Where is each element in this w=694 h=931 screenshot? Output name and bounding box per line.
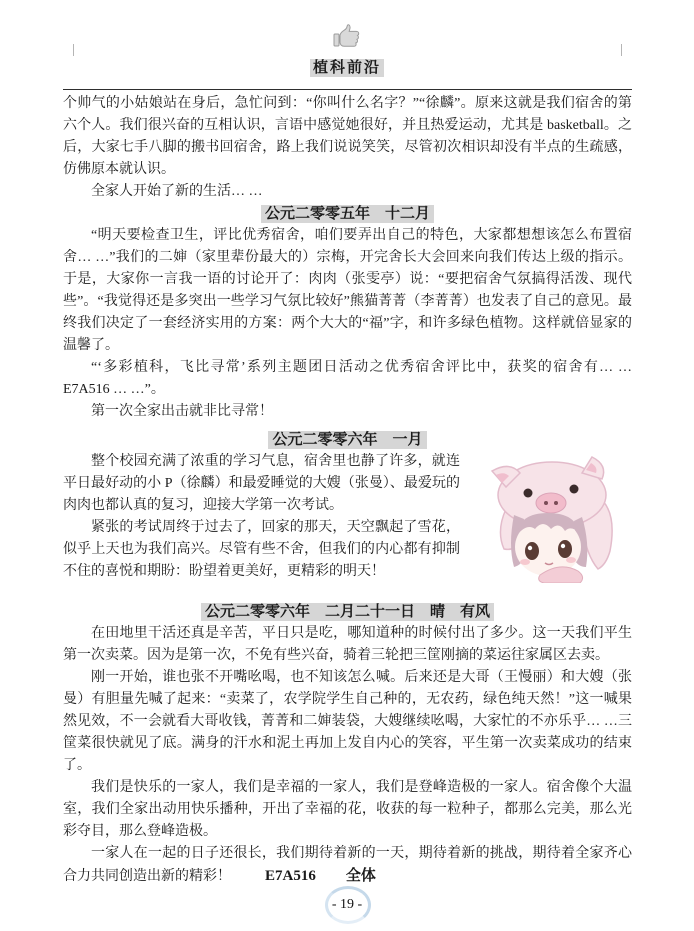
page-header [0, 0, 694, 90]
header-rule [63, 89, 632, 90]
page-footer [0, 884, 694, 931]
signature: E7A516 全体 [265, 868, 376, 884]
article-body [63, 93, 632, 888]
paragraph-2: 全家人开始了新的生活… … [91, 184, 263, 199]
page-number-text: - 19 - [331, 897, 363, 912]
paragraph-5: 第一次全家出击就非比寻常！ [91, 404, 273, 419]
page-title: 植科前沿 [0, 56, 694, 77]
heading-feb-2006: 公元二零零六年 二月二十一日 晴 有风 [63, 601, 632, 623]
paragraph-8: 在田地里干活还真是辛苦，平日只是吃，哪知道种的时候付出了多少。这一天我们平生第一次卖菜。因为是第一次，不免有些兴奋，骑着三轮把三筐刚摘的菜运往家属区去卖。 [63, 626, 632, 663]
paragraph-6: 整个校园充满了浓重的学习气息，宿舍里也静了许多，就连平日最好动的小 P（徐麟）和最爱睡觉的大嫂（张曼）、最爱玩的肉肉也都认真的复习，迎接大学第一次考试。 [63, 454, 460, 513]
paragraph-4: “‘多彩植科，飞比寻常’系列主题团日活动之优秀宿舍评比中，获奖的宿舍有… … E7A516 … …”。 [63, 360, 632, 397]
paragraph-3: “明天要检查卫生，评比优秀宿舍，咱们要弄出自己的特色，大家都想想该怎么布置宿舍… …”我们的二婶（家里辈份最大的）宗梅，开完舍长大会回来向我们传达上级的指示。于是，大家你一言我一语的讨论开了：肉肉（张雯亭）说：“要把宿舍气氛搞得活泼、现代些”。“我觉得还是多突出一些学习气氛比较好”熊猫菁菁（李菁菁）也发表了自己的意见。最终我们决定了一套经济实用的方案：两个大大的“福”字，和许多绿色植物。这样就倍显家的温馨了。 [63, 228, 632, 353]
page-number [321, 884, 373, 926]
thumbs-up-icon [0, 24, 694, 55]
paragraph-9: 刚一开始，谁也张不开嘴吆喝，也不知该怎么喊。后来还是大哥（王慢丽）和大嫂（张曼）有胆量先喊了起来：“卖菜了，农学院学生自己种的，无农药，绿色纯天然！”这一喊果然见效，不一会就看大哥收钱，菁菁和二婶装袋，大嫂继续吆喝，大家忙的不亦乐乎… …三筐菜很快就见了底。满身的汗水和泥土再加上发自内心的笑容，平生第一次卖菜成功的结束了。 [63, 670, 632, 773]
paragraph-11: 一家人在一起的日子还很长，我们期待着新的一天，期待着新的挑战，期待着全家齐心合力共同创造出新的精彩！ E7A516 全体 [63, 846, 632, 884]
heading-jan-2006: 公元二零零六年 一月 [63, 429, 632, 451]
paragraph-1: 个帅气的小姑娘站在身后，急忙问到：“你叫什么名字？”“徐麟”。原来这就是我们宿舍的第六个人。我们很兴奋的互相认识，言语中感觉她很好，并且热爱运动，尤其是 basketball。之后，大家七手八脚的搬书回宿舍，路上我们说说笑笑，尽管初次相识却没有半点的生疏感，仿佛原本就认识。 [63, 96, 632, 177]
pig-girl-illustration [470, 453, 632, 583]
heading-dec-2005: 公元二零零五年 十二月 [63, 203, 632, 225]
paragraph-10: 我们是快乐的一家人，我们是幸福的一家人，我们是登峰造极的一家人。宿舍像个大温室，我们全家出动用快乐播种，开出了幸福的花，收获的每一粒种子，都那么完美，那么光彩夺目，那么登峰造极。 [63, 780, 632, 839]
paragraph-7: 紧张的考试周终于过去了，回家的那天，天空飘起了雪花，似乎上天也为我们高兴。尽管有些不舍，但我们的内心都有抑制不住的喜悦和期盼：盼望着更美好，更精彩的明天！ [63, 520, 460, 579]
